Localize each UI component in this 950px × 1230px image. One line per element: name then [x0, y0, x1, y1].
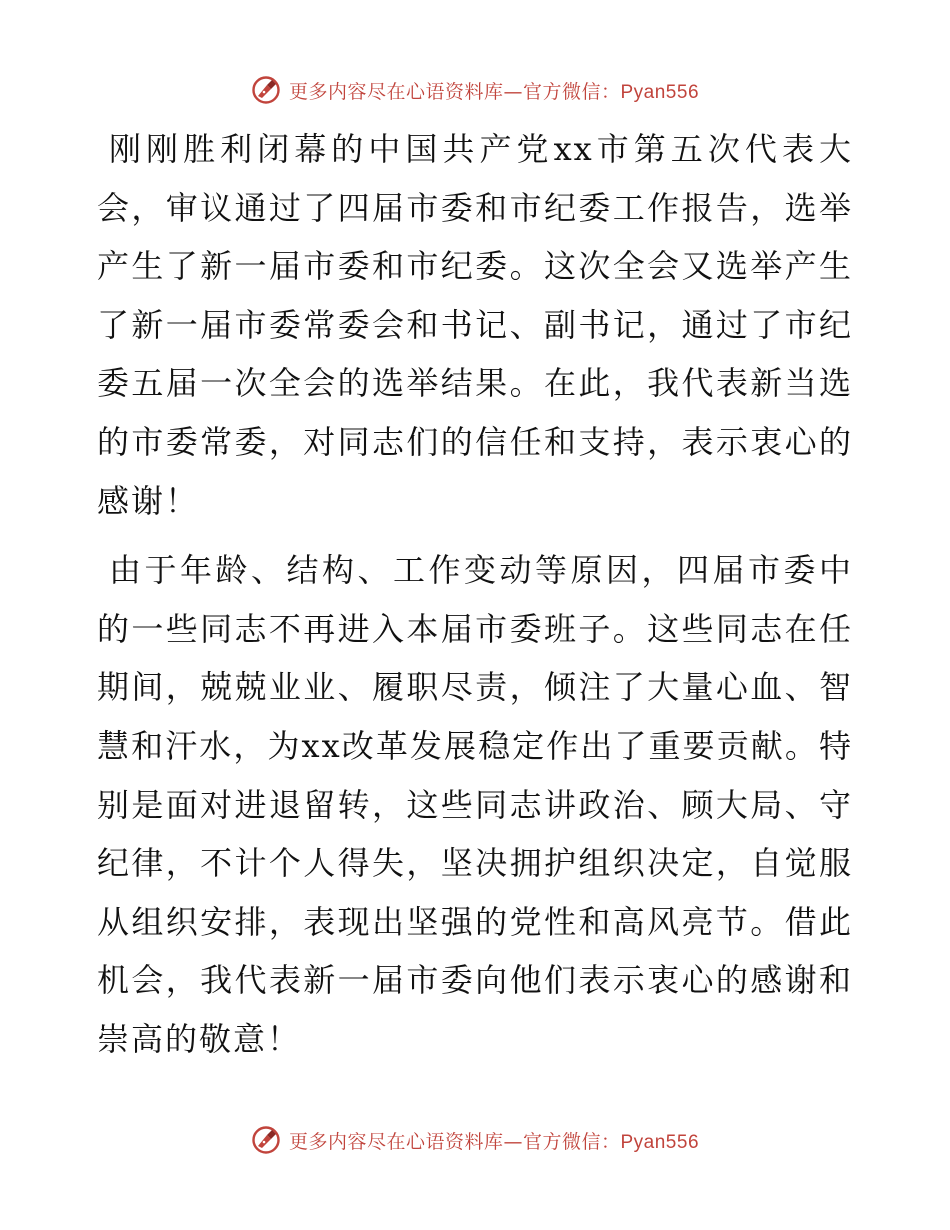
watermark-wechat-id: Pyan556 — [620, 81, 700, 103]
watermark-text — [289, 77, 699, 104]
watermark-wechat-id: Pyan556 — [620, 1131, 700, 1153]
watermark-text — [289, 1127, 699, 1154]
paragraph-1: 刚刚胜利闭幕的中国共产党xx市第五次代表大会，审议通过了四届市委和市纪委工作报告，选举产生了新一届市委和市纪委。这次全会又选举产生了新一届市委常委会和书记、副书记，通过了市纪委五届一次全会的选举结果。在此，我代表新当选的市委常委，对同志们的信任和支持，表示衷心的感谢！ — [97, 130, 853, 520]
paragraph-2: 由于年龄、结构、工作变动等原因，四届市委中的一些同志不再进入本届市委班子。这些同志在任期间，兢兢业业、履职尽责，倾注了大量心血、智慧和汗水，为xx改革发展稳定作出了重要贡献。特别是面对进退留转，这些同志讲政治、顾大局、守纪律，不计个人得失，坚决拥护组织决定，自觉服从组织安排，表现出坚强的党性和高风亮节。借此机会，我代表新一届市委向他们表示衷心的感谢和崇高的敬意！ — [97, 551, 853, 1058]
watermark-wechat-label: 官方微信： — [522, 80, 621, 103]
watermark-site-name: 更多内容尽在心语资料库 — [288, 80, 504, 103]
watermark-site-name: 更多内容尽在心语资料库 — [288, 1130, 504, 1153]
footer-watermark — [0, 1120, 950, 1160]
fountain-pen-circle-icon — [251, 1125, 281, 1155]
header-watermark — [0, 70, 950, 110]
watermark-wechat-label: 官方微信： — [522, 1130, 621, 1153]
watermark-dash: — — [503, 1130, 523, 1153]
watermark-dash: — — [503, 80, 523, 103]
document-body — [97, 120, 853, 1069]
fountain-pen-circle-icon — [251, 75, 281, 105]
